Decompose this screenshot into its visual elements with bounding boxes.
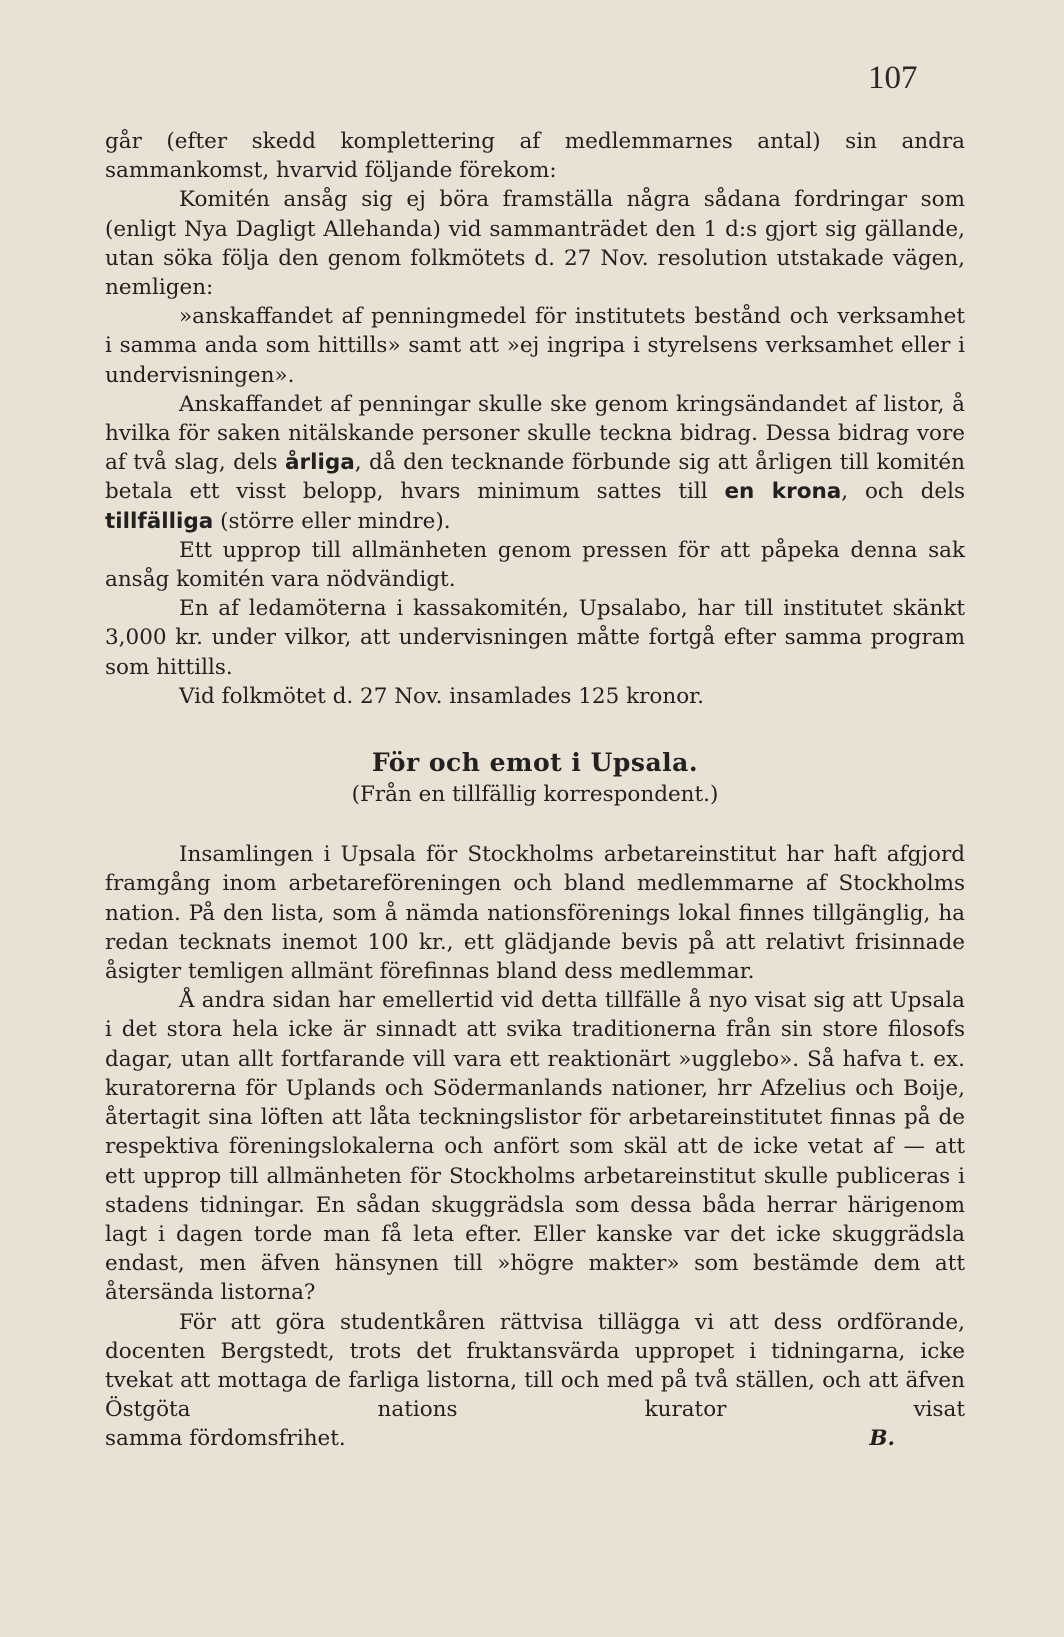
emphasis-tillfalliga: tillfälliga bbox=[105, 508, 214, 534]
text-run: Anskaffandet af penningar skulle ske genom kringsändandet af listor, å hvilka för saken nitälskande personer skulle teckna bidrag. Dessa bidrag vore af två slag, dels bbox=[105, 391, 965, 476]
paragraph: Insamlingen i Upsala för Stockholms arbetareinstitut har haft afgjord framgång inom arbetareföreningen och bland medlemmarne af Stockholms nation. På den lista, som å nämda nationsförenings lokal finnes tillgänglig, ha redan tecknats inemot 100 kr., ett glädjande bevis på att relativt frisinnade åsigter temligen allmänt förefinnas bland dess medlemmar. bbox=[105, 842, 965, 985]
paragraph bbox=[105, 390, 965, 536]
author-signature: B. bbox=[869, 1426, 895, 1452]
article-title: För och emot i Upsala. bbox=[371, 748, 699, 778]
text-run: , då den tecknande förbunde sig att årligen till komitén betala ett visst belopp, hvars minimum sattes till bbox=[105, 450, 965, 505]
paragraph: En af ledamöterna i kassakomitén, Upsalabo, har till institutet skänkt 3,000 kr. under vilkor, att undervisningen måtte fortgå efter samma program som hittills. bbox=[105, 596, 965, 680]
signoff-line bbox=[105, 1424, 965, 1453]
emphasis-en-krona: en krona bbox=[724, 479, 842, 505]
emphasis-arliga: årliga bbox=[285, 450, 355, 476]
paragraph: Vid folkmötet d. 27 Nov. insamlades 125 kronor. bbox=[179, 683, 704, 709]
paragraph: Å andra sidan har emellertid vid detta tillfälle å nyo visat sig att Upsala i det stora hela icke är sinnadt att svika traditionerna från sin store filosofs dagar, utan allt fortfarande vill vara ett reaktionärt »ugglebo». Så hafva t. ex. kuratorerna för Uplands och Södermanlands nationer, hrr Afzelius och Boije, återtagit sina löften att låta teckningslistor för arbetareinstitutet finnas på de respektiva föreningslokalerna och anfört som skäl att de icke vetat af — att ett upprop till allmänheten för Stockholms arbetareinstitut skulle publiceras i stadens tidningar. En sådan skuggrädsla som dessa båda herrar härigenom lagt i dagen torde man få leta efter. Eller kanske var det icke skuggrädsla endast, men äfven hänsynen till »högre makter» som bestämde dem att återsända listorna? bbox=[105, 988, 965, 1306]
paragraph: går (efter skedd komplettering af medlemmarnes antal) sin andra sammankomst, hvarvid följande förekom: bbox=[105, 129, 965, 184]
page-number: 107 bbox=[868, 60, 918, 96]
text-run: (större eller mindre). bbox=[213, 508, 451, 534]
article-subtitle: (Från en tillfällig korrespondent.) bbox=[351, 782, 719, 808]
text-column bbox=[105, 127, 965, 1454]
paragraph: Komitén ansåg sig ej böra framställa några sådana fordringar som (enligt Nya Dagligt Allehanda) vid sammanträdet den 1 d:s gjort sig gällande, utan söka följa den genom folkmötets d. 27 Nov. resolution utstakade vägen, nemligen: bbox=[105, 187, 965, 301]
closing-text: samma fördomsfrihet. bbox=[105, 1426, 346, 1452]
text-run: , och dels bbox=[841, 479, 965, 505]
paragraph: För att göra studentkåren rättvisa tillägga vi att dess ordförande, docenten Bergstedt, trots det fruktansvärda uppropet i tidningarna, icke tvekat att mottaga de farliga listorna, till och med på två ställen, och att äfven Östgöta nations kurator visat bbox=[105, 1309, 965, 1423]
paragraph: Ett upprop till allmänheten genom pressen för att påpeka denna sak ansåg komitén vara nödvändigt. bbox=[105, 537, 965, 593]
quoted-resolution: »anskaffandet af penningmedel för institutets bestånd och verksamhet i samma anda som hittills» samt att »ej ingripa i styrelsens verksamhet eller i undervisningen». bbox=[105, 304, 965, 388]
